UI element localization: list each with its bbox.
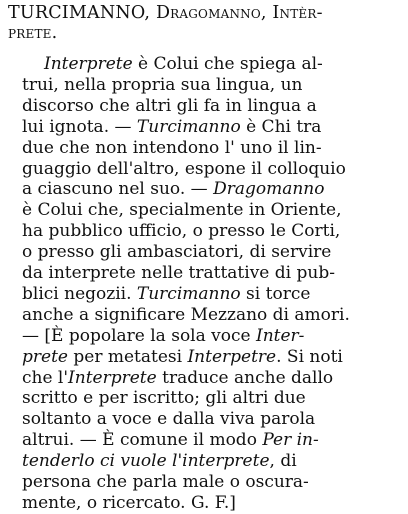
italic-term: Dragomanno (213, 179, 325, 200)
italic-term: Turcimanno (136, 283, 241, 304)
line-text: , di (269, 451, 297, 472)
line-text: discorso che altri gli fa in lingua a (22, 95, 317, 116)
entry-line (22, 472, 309, 493)
line-text: due che non intendono l' uno il lin- (22, 137, 322, 158)
italic-term: Inter- (255, 325, 305, 346)
entry-line (22, 409, 315, 430)
line-text: soltanto a voce e dalla viva parola (22, 409, 316, 430)
entry-line (22, 368, 333, 389)
line-text: persona che parla male o oscura- (22, 472, 309, 492)
line-text: a ciascuno nel suo. — (22, 179, 214, 200)
line-text: — [È popolare la sola voce (22, 325, 256, 346)
line-text: che l' (22, 367, 69, 388)
line-text: . Si noti (276, 346, 343, 367)
entry-line (22, 242, 331, 263)
entry-line (22, 451, 297, 472)
line-text: blici negozii. (22, 283, 137, 304)
entry-line (22, 430, 319, 451)
line-text: è Chi tra (240, 116, 322, 137)
entry-line (22, 75, 303, 96)
entry-line (22, 159, 346, 180)
entry-line (22, 263, 335, 284)
italic-term: Interprete (68, 367, 157, 388)
entry-line (22, 96, 317, 117)
italic-term: tenderlo ci vuole l'interprete (22, 451, 270, 472)
entry-line (22, 305, 350, 326)
line-text: mente, o ricercato. G. F.] (22, 492, 236, 513)
line-text: per metatesi (67, 346, 188, 367)
line-text: scritto e per iscritto; gli altri due (22, 388, 306, 409)
entry-line (22, 493, 236, 514)
line-text: altrui. — È comune il modo (22, 430, 263, 451)
italic-term: Turcimanno (136, 116, 241, 137)
line-text: anche a significare Mezzano di amori. (22, 304, 350, 325)
line-text: traduce anche dallo (156, 367, 334, 388)
entry-line (22, 221, 340, 242)
italic-term: prete (22, 346, 68, 367)
entry-line (22, 179, 325, 200)
entry-line (22, 347, 343, 368)
entry-line (22, 326, 304, 347)
line-text: si torce (240, 283, 311, 304)
headword: TURCIMANNO, (8, 3, 151, 23)
entry-heading (8, 3, 323, 24)
entry-line (22, 284, 310, 305)
italic-term: Interpetre (187, 346, 277, 367)
entry-line (22, 138, 322, 159)
line-text: lui ignota. — (22, 116, 137, 137)
entry-line (22, 200, 342, 221)
italic-term: Per in- (262, 430, 319, 451)
headword-continuation: prete. (8, 23, 58, 43)
line-text: da interprete nelle trattative di pub- (22, 263, 335, 283)
entry-line (22, 388, 306, 409)
headword-variants: Dragomanno, Intèr- (155, 3, 323, 23)
line-text: guaggio dell'altro, espone il colloquio (22, 158, 346, 179)
line-text: è Colui che, specialmente in Oriente, (22, 200, 342, 221)
line-text: trui, nella propria sua lingua, un (22, 74, 303, 95)
entry-line (22, 117, 321, 138)
line-text: è Colui che spiega al- (132, 54, 323, 74)
italic-term: Interprete (44, 54, 133, 74)
entry-line (44, 54, 323, 75)
line-text: o presso gli ambasciatori, di servire (22, 242, 332, 263)
line-text: ha pubblico ufficio, o presso le Corti, (22, 221, 341, 242)
